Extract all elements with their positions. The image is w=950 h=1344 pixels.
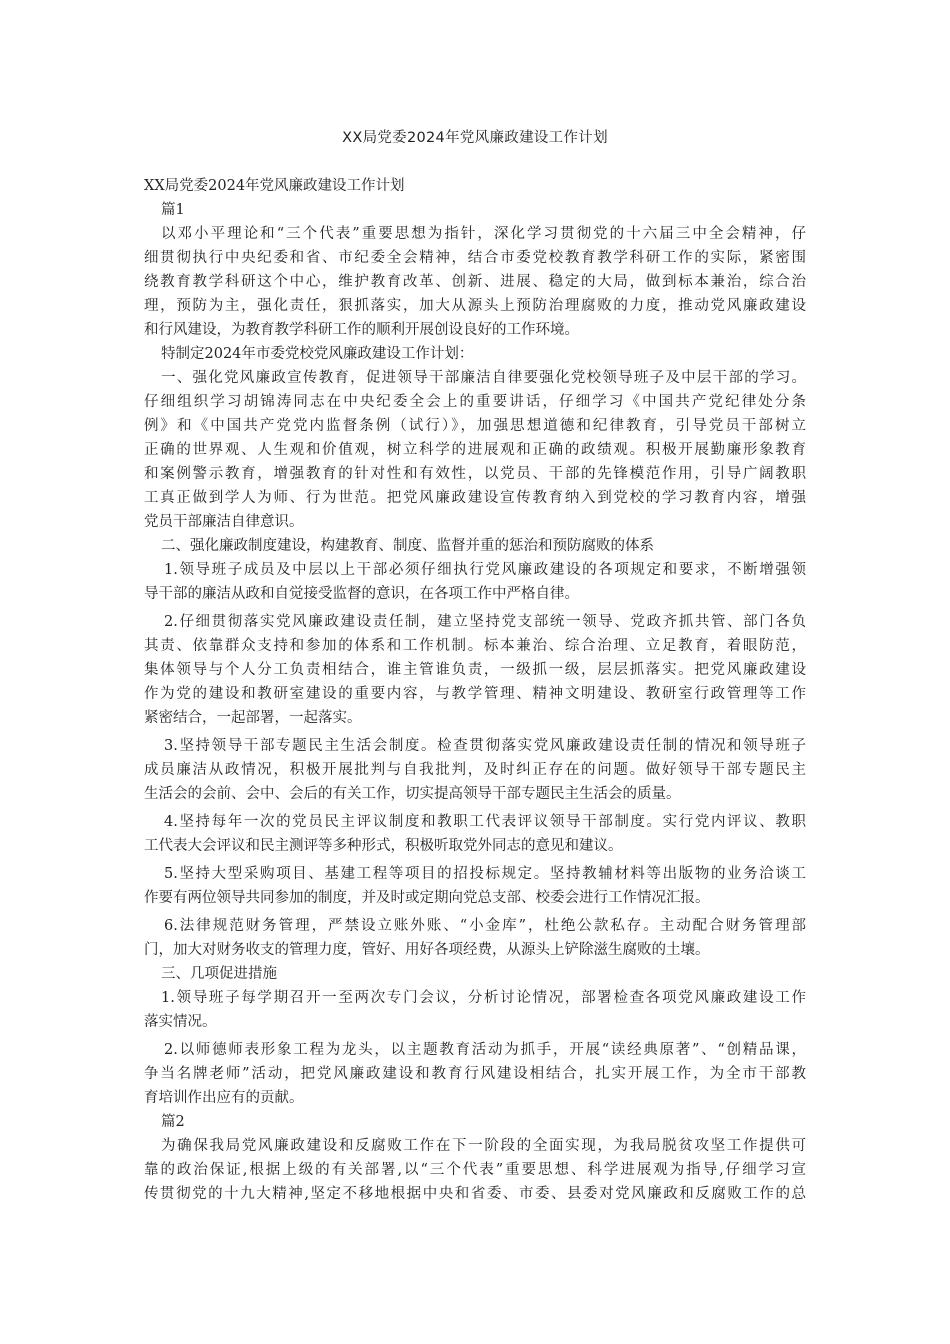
list-item-2 xyxy=(144,610,806,730)
list-item-4 xyxy=(144,810,806,858)
text-line: 为确保我局党风廉政建设和反腐败工作在下一阶段的全面实现，为我局脱贫攻坚工作提供可 xyxy=(161,1138,806,1154)
text-line: 4.坚持每年一次的党员民主评议制度和教职工代表评议领导干部制度。实行党内评议、教职 xyxy=(164,814,806,830)
section-label-2: 篇2 xyxy=(161,1114,185,1130)
text-line: 和案例警示教育，增强教育的针对性和有效性，以党员、干部的先锋模范作用，引导广阔教职 xyxy=(144,466,806,482)
text-line: 细贯彻执行中央纪委和省、市纪委全会精神，结合市委党校教育教学科研工作的实际，紧密围 xyxy=(144,250,806,266)
text-line: 例》和《中国共产党党内监督条例（试行）》，加强思想道德和纪律教育，引导党员干部树立 xyxy=(144,418,806,434)
text-line: 成员廉洁从政情况，积极开展批判与自我批判，及时纠正存在的问题。做好领导干部专题民主 xyxy=(144,762,806,778)
document-subtitle: XX局党委2024年党风廉政建设工作计划 xyxy=(144,178,405,194)
text-line: 传贯彻党的十九大精神,坚定不移地根据中央和省委、市委、县委对党风廉政和反腐败工作的总 xyxy=(144,1186,806,1202)
text-line: 3.坚持领导干部专题民主生活会制度。检查贯彻落实党风廉政建设责任制的情况和领导班子 xyxy=(164,738,806,754)
text-line: 门，加大对财务收支的管理力度，管好、用好各项经费，从源头上铲除滋生腐败的土壤。 xyxy=(144,942,710,958)
text-line: 育培训作出应有的贡献。 xyxy=(144,1090,304,1106)
text-line: 党员干部廉洁自律意识。 xyxy=(144,514,304,530)
text-line: 生活会的会前、会中、会后的有关工作，切实提高领导干部专题民主生活会的质量。 xyxy=(144,786,681,802)
text-line: 和行风建设，为教育教学科研工作的顺利开展创设良好的工作环境。 xyxy=(144,322,579,338)
paragraph-heading-1 xyxy=(144,366,806,534)
text-line: 导干部的廉洁从政和自觉接受监督的意识，在各项工作中严格自律。 xyxy=(144,586,579,602)
text-line: 以邓小平理论和“三个代表”重要思想为指针，深化学习贯彻党的十六届三中全会精神，仔 xyxy=(161,226,806,242)
text-line: 工代表大会评议和民主测评等多种形式，积极听取党外同志的意见和建议。 xyxy=(144,838,623,854)
text-line: 6.法律规范财务管理，严禁设立账外账、“小金库”，杜绝公款私存。主动配合财务管理部 xyxy=(164,918,806,934)
text-line: 仔细组织学习胡锦涛同志在中央纪委全会上的重要讲话，仔细学习《中国共产党纪律处分条 xyxy=(144,394,806,410)
text-line: 1.领导班子每学期召开一至两次专门会议，分析讨论情况，部署检查各项党风廉政建设工作 xyxy=(161,990,806,1006)
measure-item-2 xyxy=(144,1038,806,1110)
measure-item-1 xyxy=(144,986,806,1034)
text-line: 一、强化党风廉政宣传教育，促进领导干部廉洁自律要强化党校领导班子及中层干部的学习。 xyxy=(161,370,806,386)
text-line: 其责、依靠群众支持和参加的体系和工作机制。标本兼治、综合治理、立足教育，着眼防范， xyxy=(144,638,806,654)
text-line: 2.仔细贯彻落实党风廉政建设责任制，建立坚持党支部统一领导、党政齐抓共管、部门各负 xyxy=(164,614,806,630)
document-body xyxy=(144,174,806,1206)
list-item-6 xyxy=(144,914,806,962)
section-heading-2: 二、强化廉政制度建设，构建教育、制度、监督并重的惩治和预防腐败的体系 xyxy=(161,538,654,554)
text-line: 5.坚持大型采购项目、基建工程等项目的招投标规定。坚持教辅材料等出版物的业务洽谈工 xyxy=(164,866,806,882)
text-line: 作要有两位领导共同参加的制度，并及时或定期向党总支部、校委会进行工作情况汇报。 xyxy=(144,890,710,906)
text-line: 1.领导班子成员及中层以上干部必须仔细执行党风廉政建设的各项规定和要求，不断增强领 xyxy=(164,562,806,578)
text-line: 2.以师德师表形象工程为龙头，以主题教育活动为抓手，开展“读经典原著”、“创精品课， xyxy=(164,1042,806,1058)
text-line: 作为党的建设和教研室建设的重要内容，与教学管理、精神文明建设、教研室行政管理等工作 xyxy=(144,686,806,702)
text-line: 集体领导与个人分工负责相结合，谁主管谁负责，一级抓一级，层层抓落实。把党风廉政建设 xyxy=(144,662,806,678)
text-line: 理，预防为主，强化责任，狠抓落实，加大从源头上预防治理腐败的力度，推动党风廉政建设 xyxy=(144,298,806,314)
text-line: 靠的政治保证,根据上级的有关部署,以“三个代表”重要思想、科学进展观为指导,仔细学习宣 xyxy=(144,1162,806,1178)
list-item-1 xyxy=(144,558,806,606)
text-line: 紧密结合，一起部署，一起落实。 xyxy=(144,710,362,726)
text-line: 绕教育教学科研这个中心，维护教育改革、创新、进展、稳定的大局，做到标本兼治，综合治 xyxy=(144,274,806,290)
text-line: 落实情况。 xyxy=(144,1014,217,1030)
text-line: 争当名牌老师”活动，把党风廉政建设和教育行风建设相结合，扎实开展工作，为全市干部教 xyxy=(144,1066,806,1082)
section-label-1: 篇1 xyxy=(161,202,185,218)
list-item-3 xyxy=(144,734,806,806)
paragraph-section-2 xyxy=(144,1134,806,1206)
section-heading-3: 三、几项促进措施 xyxy=(161,966,277,982)
paragraph-plan-statement: 特制定2024年市委党校党风廉政建设工作计划： xyxy=(161,346,474,362)
text-line: 正确的世界观、人生观和价值观，树立科学的进展观和正确的政绩观。积极开展勤廉形象教育 xyxy=(144,442,806,458)
list-item-5 xyxy=(144,862,806,910)
document-title: XX局党委2024年党风廉政建设工作计划 xyxy=(342,130,608,146)
paragraph-intro xyxy=(144,222,806,342)
text-line: 工真正做到学人为师、行为世范。把党风廉政建设宣传教育纳入到党校的学习教育内容，增强 xyxy=(144,490,806,506)
